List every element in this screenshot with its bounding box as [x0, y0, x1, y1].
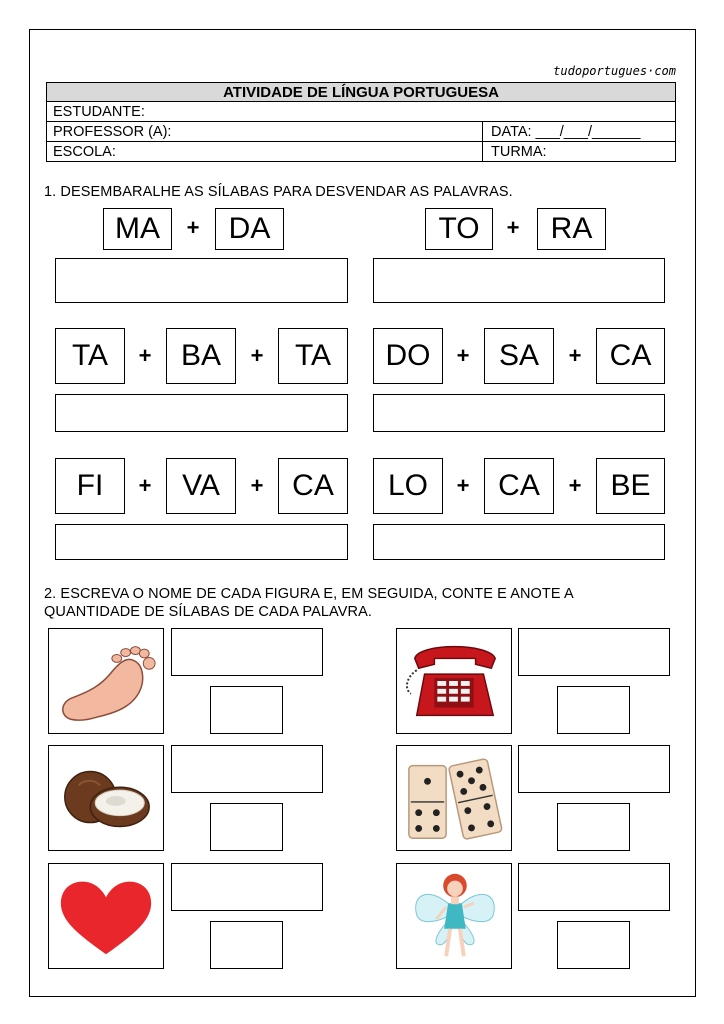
- answer-box[interactable]: [55, 394, 348, 432]
- site-watermark: tudoportugues·com: [553, 64, 676, 78]
- question1-title: 1. DESEMBARALHE AS SÍLABAS PARA DESVENDAR AS PALAVRAS.: [44, 184, 513, 200]
- name-box[interactable]: [171, 745, 323, 793]
- plus-sign: +: [138, 473, 152, 498]
- question2-title-line2: QUANTIDADE DE SÍLABAS DE CADA PALAVRA.: [44, 604, 372, 620]
- school-field[interactable]: ESCOLA:: [53, 144, 116, 160]
- syllable-box: DA: [215, 208, 284, 250]
- plus-sign: +: [250, 473, 264, 498]
- student-row: [47, 102, 675, 122]
- fairy-icon: [396, 863, 512, 969]
- answer-box[interactable]: [55, 524, 348, 560]
- answer-box[interactable]: [373, 524, 665, 560]
- syllable-box: CA: [596, 328, 665, 384]
- teacher-row: [47, 122, 675, 142]
- teacher-field[interactable]: PROFESSOR (A):: [53, 124, 172, 140]
- syllable-count-box[interactable]: [557, 686, 630, 734]
- syllable-count-box[interactable]: [210, 686, 283, 734]
- plus-sign: +: [568, 473, 582, 498]
- foot-icon: [48, 628, 164, 734]
- plus-sign: +: [456, 343, 470, 368]
- header-table: [46, 82, 676, 162]
- syllable-box: CA: [278, 458, 348, 514]
- plus-sign: +: [506, 215, 520, 240]
- name-box[interactable]: [171, 628, 323, 676]
- syllable-count-box[interactable]: [557, 803, 630, 851]
- plus-sign: +: [568, 343, 582, 368]
- plus-sign: +: [186, 215, 200, 240]
- plus-sign: +: [456, 473, 470, 498]
- syllable-box: DO: [373, 328, 443, 384]
- syllable-box: FI: [55, 458, 125, 514]
- syllable-box: SA: [484, 328, 554, 384]
- syllable-box: TA: [55, 328, 125, 384]
- syllable-box: RA: [537, 208, 606, 250]
- name-box[interactable]: [518, 863, 670, 911]
- school-row: [47, 142, 675, 162]
- syllable-box: TO: [425, 208, 493, 250]
- question2-title-line1: 2. ESCREVA O NOME DE CADA FIGURA E, EM SEGUIDA, CONTE E ANOTE A: [44, 586, 574, 602]
- syllable-count-box[interactable]: [557, 921, 630, 969]
- heart-icon: [48, 863, 164, 969]
- coconut-icon: [48, 745, 164, 851]
- syllable-count-box[interactable]: [210, 803, 283, 851]
- syllable-box: VA: [166, 458, 236, 514]
- telephone-icon: [396, 628, 512, 734]
- student-field[interactable]: ESTUDANTE:: [53, 104, 145, 120]
- name-box[interactable]: [518, 745, 670, 793]
- syllable-box: MA: [103, 208, 172, 250]
- dominoes-icon: [396, 745, 512, 851]
- syllable-box: BE: [596, 458, 665, 514]
- syllable-box: LO: [373, 458, 443, 514]
- class-field[interactable]: TURMA:: [482, 142, 675, 162]
- date-field[interactable]: DATA: ___/___/______: [482, 122, 675, 142]
- activity-title: ATIVIDADE DE LÍNGUA PORTUGUESA: [47, 83, 675, 102]
- name-box[interactable]: [171, 863, 323, 911]
- plus-sign: +: [138, 343, 152, 368]
- answer-box[interactable]: [373, 394, 665, 432]
- syllable-count-box[interactable]: [210, 921, 283, 969]
- answer-box[interactable]: [55, 258, 348, 303]
- syllable-box: CA: [484, 458, 554, 514]
- syllable-box: TA: [278, 328, 348, 384]
- name-box[interactable]: [518, 628, 670, 676]
- answer-box[interactable]: [373, 258, 665, 303]
- plus-sign: +: [250, 343, 264, 368]
- syllable-box: BA: [166, 328, 236, 384]
